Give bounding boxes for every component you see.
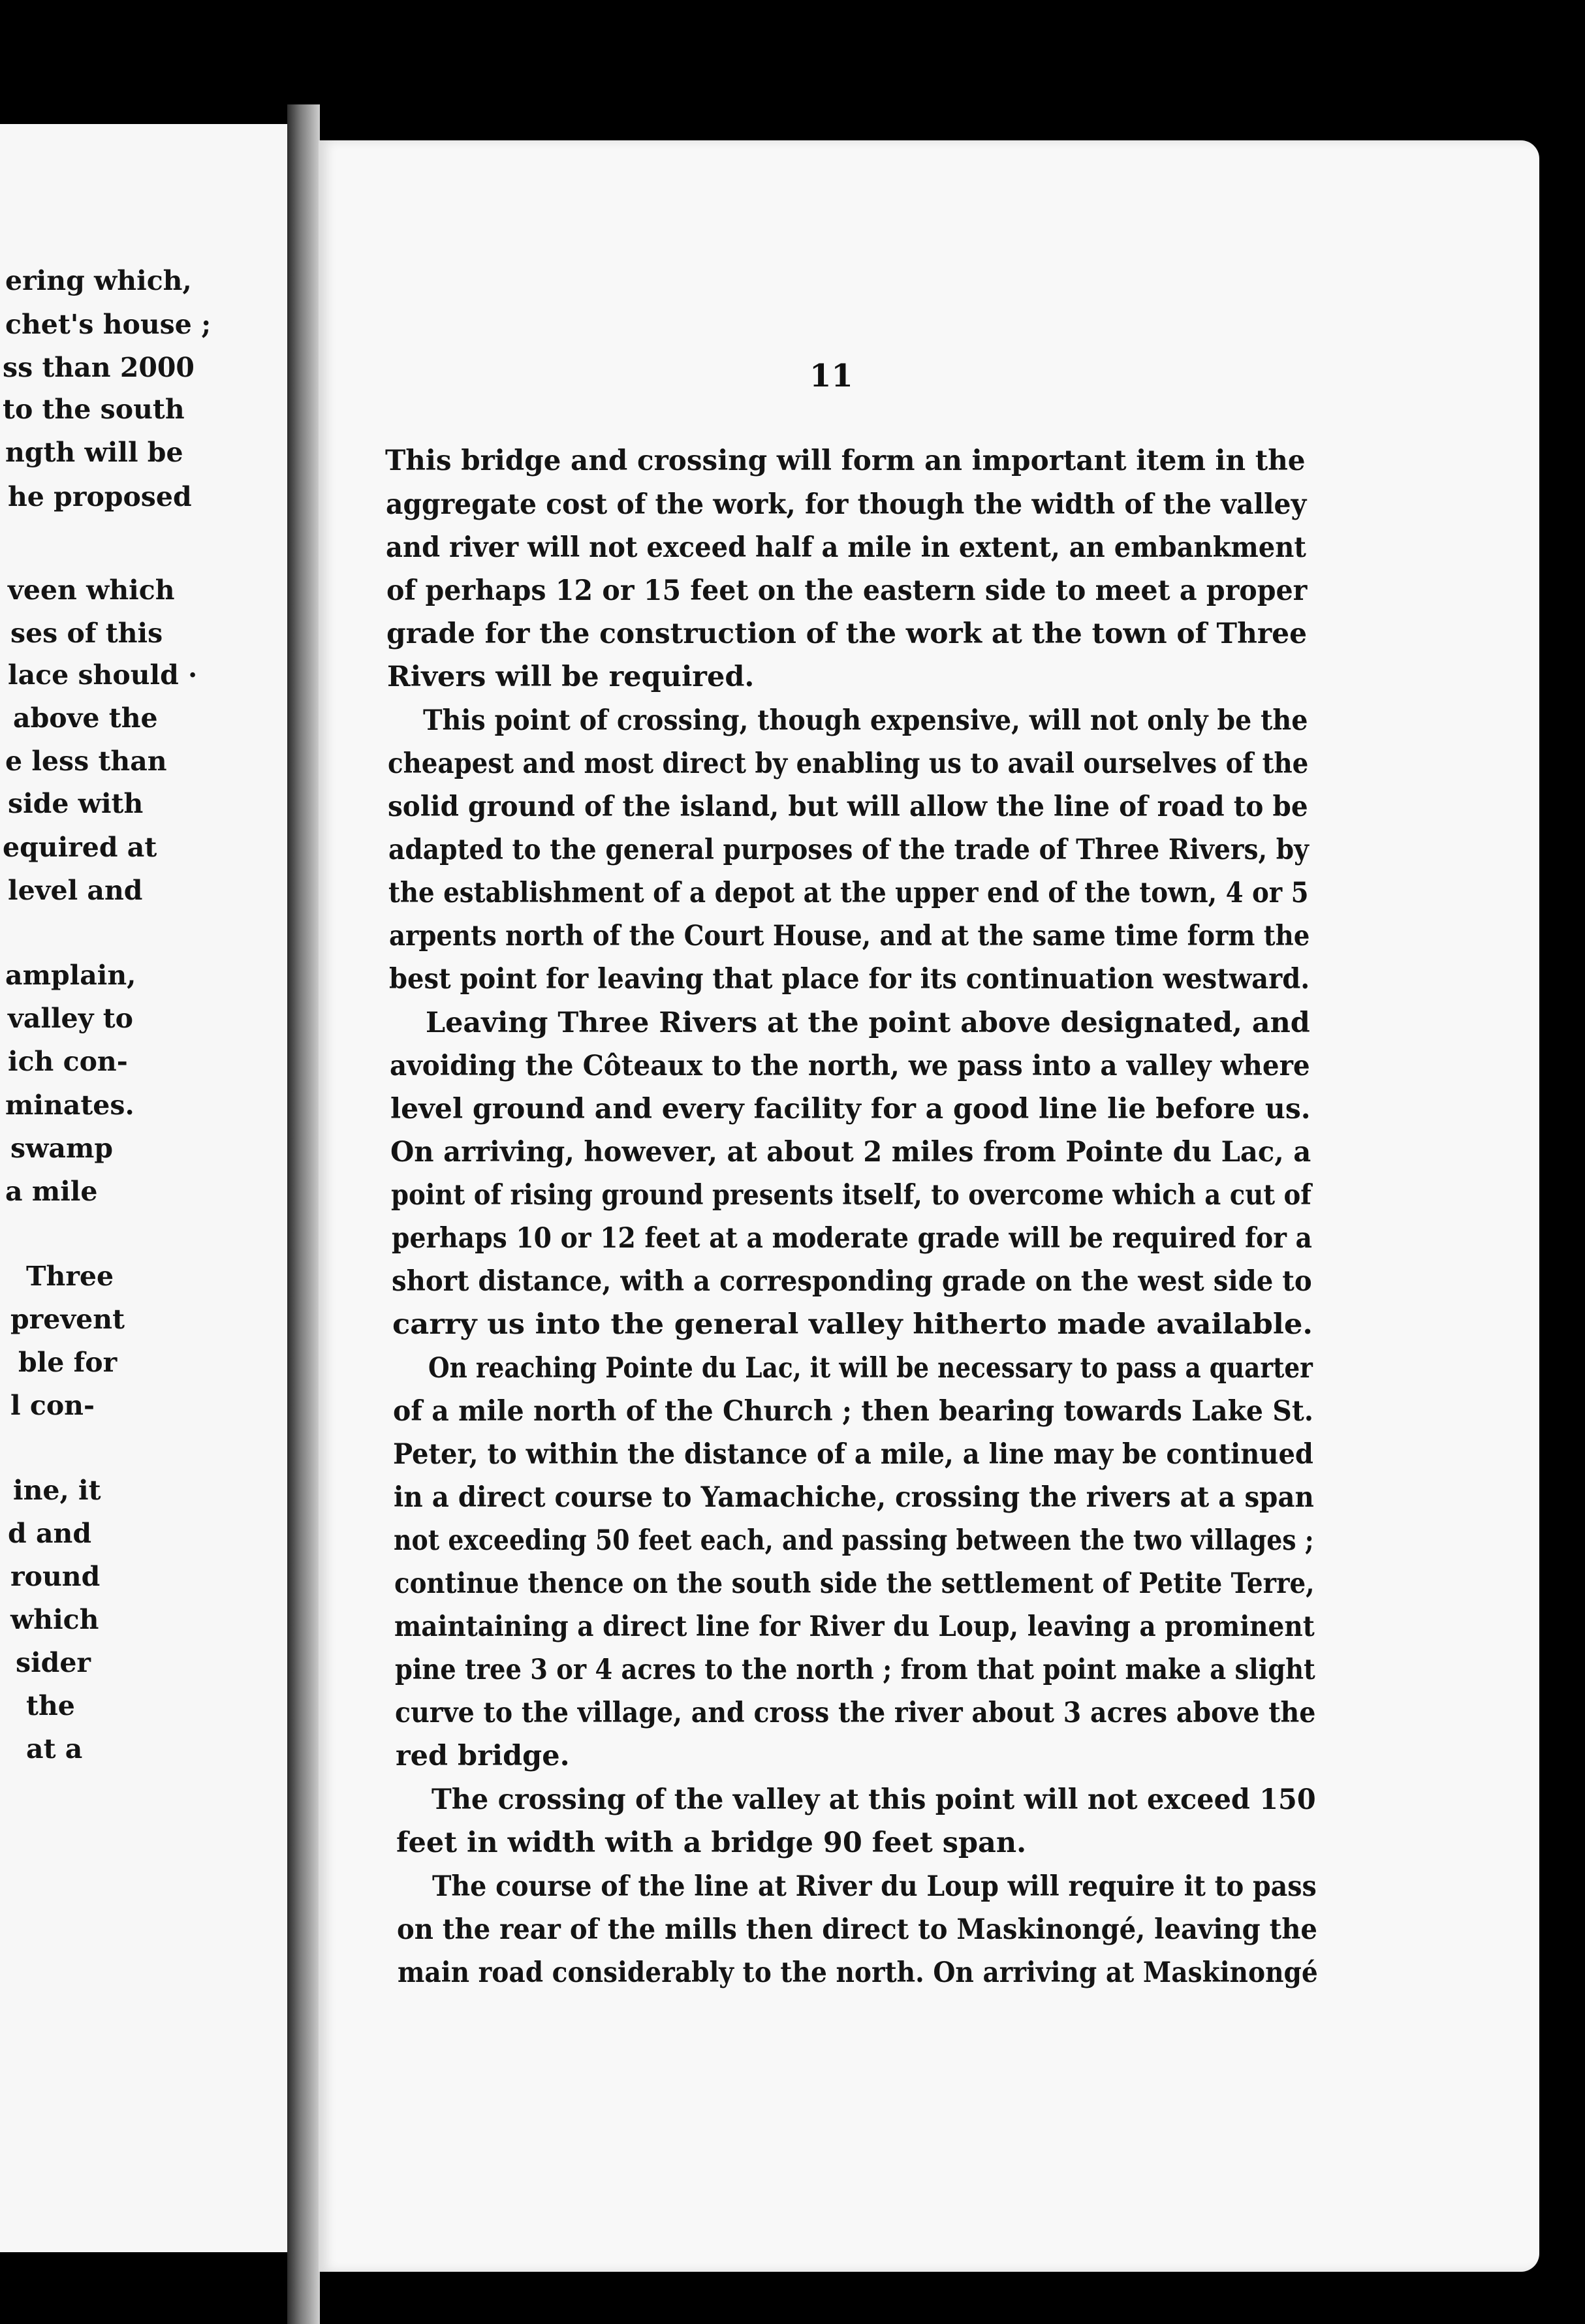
left-text-line: veen which (8, 574, 175, 606)
body-text-line: This point of crossing, though expensive, will not only be the (423, 704, 1308, 737)
left-text-line: which (10, 1604, 99, 1635)
body-text-line: avoiding the Côteaux to the north, we pass into a valley where (390, 1050, 1310, 1082)
left-text-line: d and (8, 1518, 91, 1549)
left-text-line: lace should · (8, 659, 198, 691)
left-text-line: ses of this (10, 618, 163, 649)
left-text-line: ine, it (13, 1475, 101, 1506)
left-text-line: round (10, 1561, 101, 1592)
body-text-line: The crossing of the valley at this point will not exceed 150 (432, 1783, 1316, 1816)
left-text-line: ering which, (5, 265, 192, 296)
body-text-line: of perhaps 12 or 15 feet on the eastern side to meet a proper (386, 574, 1308, 607)
left-text-line: chet's house ; (5, 309, 212, 340)
body-text-line: On reaching Pointe du Lac, it will be necessary to pass a quarter (428, 1352, 1313, 1385)
left-text-line: a mile (5, 1176, 98, 1207)
book-gutter (287, 104, 320, 2324)
body-text-line: perhaps 10 or 12 feet at a moderate grade will be required for a (392, 1222, 1312, 1255)
body-text-line: arpents north of the Court House, and at the same time form the (389, 920, 1310, 952)
left-page (0, 124, 287, 2252)
left-text-line: side with (8, 788, 144, 819)
body-text-line: This bridge and crossing will form an important item in the (385, 445, 1306, 477)
body-text-line: main road considerably to the north. On arriving at Maskinongé (398, 1956, 1318, 1989)
left-text-line: sider (16, 1647, 91, 1678)
body-text-line: best point for leaving that place for its continuation westward. (389, 963, 1310, 996)
body-text-line: and river will not exceed half a mile in extent, an embankment (386, 531, 1306, 564)
left-text-line: ngth will be (5, 437, 183, 468)
left-text-line: minates. (5, 1090, 134, 1121)
body-text-line: not exceeding 50 feet each, and passing between the two villages ; (394, 1524, 1314, 1557)
body-text-line: Peter, to within the distance of a mile, a line may be continued (393, 1438, 1313, 1471)
body-text-line: continue thence on the south side the settlement of Petite Terre, (394, 1567, 1315, 1600)
body-text-line: pine tree 3 or 4 acres to the north ; from that point make a slight (395, 1654, 1315, 1686)
left-text-line: prevent (10, 1304, 125, 1335)
body-text-line: red bridge. (396, 1740, 570, 1772)
left-text-line: equired at (3, 832, 157, 863)
body-text-line: carry us into the general valley hitherto made available. (392, 1308, 1313, 1341)
left-text-line: above the (13, 702, 158, 734)
body-text-line: adapted to the general purposes of the trade of Three Rivers, by (388, 834, 1309, 866)
body-text-line: aggregate cost of the work, for though the width of the valley (386, 488, 1307, 521)
body-text-line: in a direct course to Yamachiche, crossing the rivers at a span (394, 1481, 1314, 1514)
body-text-line: On arriving, however, at about 2 miles from Pointe du Lac, a (390, 1136, 1311, 1169)
body-text-line: Leaving Three Rivers at the point above designated, and (426, 1007, 1310, 1039)
body-text-line: point of rising ground presents itself, to overcome which a cut of (391, 1179, 1311, 1212)
body-text-line: on the rear of the mills then direct to Maskinongé, leaving the (397, 1913, 1317, 1946)
left-text-line: ble for (18, 1347, 118, 1378)
left-text-line: level and (8, 875, 143, 906)
body-text-line: Rivers will be required. (387, 661, 755, 693)
body-text-line: the establishment of a depot at the upper end of the town, 4 or 5 (388, 877, 1309, 909)
left-text-line: swamp (10, 1133, 113, 1164)
body-text-line: level ground and every facility for a good line lie before us. (390, 1093, 1311, 1125)
left-text-line: ss than 2000 (3, 352, 195, 383)
body-text-line: grade for the construction of the work at the town of Three (386, 618, 1308, 650)
body-text-line: of a mile north of the Church ; then bearing towards Lake St. (393, 1395, 1314, 1428)
left-text-line: to the south (3, 394, 185, 425)
page-number: 11 (809, 358, 853, 394)
left-text-line: he proposed (8, 481, 192, 512)
left-text-line: at a (26, 1733, 83, 1765)
left-text-line: the (26, 1690, 75, 1721)
body-text-line: solid ground of the island, but will allow the line of road to be (388, 791, 1308, 823)
left-text-line: ich con- (8, 1046, 128, 1077)
body-text-line: maintaining a direct line for River du Loup, leaving a prominent (394, 1610, 1315, 1643)
left-text-line: amplain, (5, 960, 136, 991)
body-text-line: cheapest and most direct by enabling us to avail ourselves of the (388, 747, 1309, 780)
body-text-line: curve to the village, and cross the river about 3 acres above the (395, 1697, 1316, 1729)
left-text-line: l con- (10, 1390, 95, 1421)
left-text-line: Three (26, 1261, 114, 1292)
left-text-line: e less than (5, 746, 167, 777)
left-text-line: valley to (8, 1003, 134, 1034)
body-text-line: The course of the line at River du Loup will require it to pass (432, 1870, 1317, 1903)
body-text-line: feet in width with a bridge 90 feet span. (396, 1827, 1027, 1859)
body-text-line: short distance, with a corresponding grade on the west side to (392, 1265, 1312, 1298)
